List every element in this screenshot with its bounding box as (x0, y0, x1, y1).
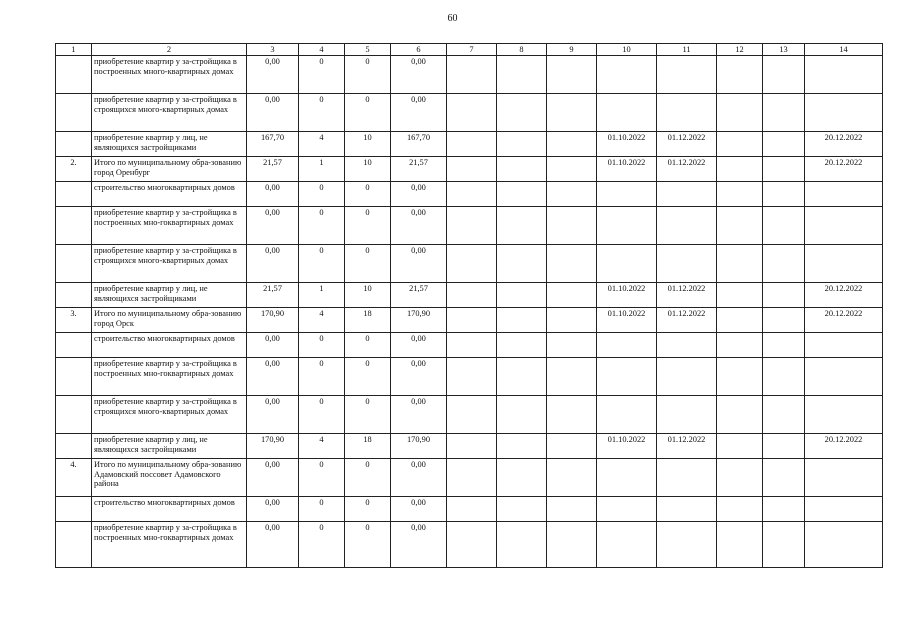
value-cell (763, 522, 805, 568)
date-cell (805, 182, 883, 207)
row-number-cell: 4. (56, 459, 92, 497)
value-cell: 0,00 (247, 497, 299, 522)
value-cell: 4 (299, 308, 345, 333)
header-cell: 10 (597, 44, 657, 56)
item-name-cell: Итого по муниципальному обра-зованию город Оренбург (92, 157, 247, 182)
row-number-cell (56, 283, 92, 308)
date-cell: 20.12.2022 (805, 434, 883, 459)
table-row (56, 358, 883, 396)
table-row (56, 308, 883, 333)
value-cell (763, 358, 805, 396)
value-cell (547, 434, 597, 459)
value-cell (547, 56, 597, 94)
row-number-cell (56, 207, 92, 245)
item-name-cell: строительство многоквартирных домов (92, 333, 247, 358)
date-cell (805, 497, 883, 522)
row-number-cell (56, 94, 92, 132)
data-table (55, 43, 883, 568)
row-number-cell (56, 245, 92, 283)
row-number-cell (56, 522, 92, 568)
date-cell: 20.12.2022 (805, 308, 883, 333)
value-cell: 170,90 (247, 434, 299, 459)
header-cell: 6 (391, 44, 447, 56)
value-cell: 0 (299, 358, 345, 396)
value-cell (497, 182, 547, 207)
table-row (56, 459, 883, 497)
row-number-cell: 3. (56, 308, 92, 333)
value-cell (763, 333, 805, 358)
date-cell: 01.12.2022 (657, 434, 717, 459)
value-cell: 0 (299, 207, 345, 245)
date-cell (805, 333, 883, 358)
value-cell: 0,00 (247, 207, 299, 245)
value-cell (447, 56, 497, 94)
value-cell: 0 (345, 497, 391, 522)
date-cell (597, 358, 657, 396)
item-name-cell: приобретение квартир у лиц, не являющихся застройщиками (92, 283, 247, 308)
value-cell: 0 (299, 94, 345, 132)
date-cell (657, 94, 717, 132)
value-cell (717, 333, 763, 358)
date-cell (597, 333, 657, 358)
header-row (56, 44, 883, 56)
value-cell (763, 182, 805, 207)
value-cell (547, 157, 597, 182)
value-cell (547, 132, 597, 157)
value-cell: 0,00 (391, 497, 447, 522)
date-cell (597, 94, 657, 132)
value-cell (447, 396, 497, 434)
value-cell (497, 308, 547, 333)
value-cell (497, 157, 547, 182)
header-cell: 1 (56, 44, 92, 56)
table-row (56, 245, 883, 283)
item-name-cell: приобретение квартир у лиц, не являющихся застройщиками (92, 132, 247, 157)
row-number-cell (56, 56, 92, 94)
value-cell (763, 283, 805, 308)
item-name-cell: приобретение квартир у за-стройщика в строящихся много-квартирных домах (92, 396, 247, 434)
value-cell: 167,70 (247, 132, 299, 157)
value-cell: 0 (345, 333, 391, 358)
row-number-cell (56, 182, 92, 207)
value-cell (497, 434, 547, 459)
item-name-cell: приобретение квартир у за-стройщика в построенных мно-гоквартирных домах (92, 358, 247, 396)
value-cell: 0,00 (247, 522, 299, 568)
date-cell: 01.12.2022 (657, 283, 717, 308)
value-cell: 0,00 (391, 358, 447, 396)
date-cell (805, 207, 883, 245)
value-cell: 0,00 (391, 56, 447, 94)
value-cell (763, 157, 805, 182)
value-cell (547, 358, 597, 396)
date-cell (597, 245, 657, 283)
value-cell (717, 396, 763, 434)
date-cell (805, 459, 883, 497)
value-cell: 0 (345, 207, 391, 245)
item-name-cell: приобретение квартир у за-стройщика в строящихся много-квартирных домах (92, 94, 247, 132)
item-name-cell: приобретение квартир у за-стройщика в построенных мно-гоквартирных домах (92, 207, 247, 245)
header-cell: 5 (345, 44, 391, 56)
value-cell: 170,90 (247, 308, 299, 333)
row-number-cell (56, 434, 92, 459)
value-cell (763, 308, 805, 333)
value-cell: 0 (299, 396, 345, 434)
date-cell (805, 522, 883, 568)
value-cell: 0 (299, 522, 345, 568)
date-cell (805, 94, 883, 132)
row-number-cell (56, 358, 92, 396)
value-cell: 4 (299, 132, 345, 157)
item-name-cell: строительство многоквартирных домов (92, 182, 247, 207)
table-row (56, 157, 883, 182)
row-number-cell (56, 497, 92, 522)
value-cell (447, 182, 497, 207)
value-cell (497, 56, 547, 94)
value-cell (763, 434, 805, 459)
value-cell: 167,70 (391, 132, 447, 157)
header-cell: 2 (92, 44, 247, 56)
value-cell: 0 (299, 459, 345, 497)
value-cell: 0 (299, 182, 345, 207)
value-cell (497, 283, 547, 308)
date-cell (657, 245, 717, 283)
value-cell (717, 94, 763, 132)
value-cell: 0,00 (391, 459, 447, 497)
date-cell: 01.10.2022 (597, 132, 657, 157)
table-row (56, 283, 883, 308)
value-cell (717, 283, 763, 308)
date-cell (805, 56, 883, 94)
value-cell (763, 132, 805, 157)
date-cell (805, 245, 883, 283)
value-cell: 0,00 (391, 207, 447, 245)
header-cell: 7 (447, 44, 497, 56)
item-name-cell: Итого по муниципальному обра-зованию Адамовский поссовет Адамовского района (92, 459, 247, 497)
value-cell (547, 207, 597, 245)
value-cell: 21,57 (247, 157, 299, 182)
item-name-cell: приобретение квартир у за-стройщика в строящихся много-квартирных домах (92, 245, 247, 283)
value-cell (717, 182, 763, 207)
value-cell (763, 497, 805, 522)
value-cell (497, 497, 547, 522)
value-cell: 0 (345, 396, 391, 434)
value-cell: 0 (299, 56, 345, 94)
header-cell: 12 (717, 44, 763, 56)
value-cell (547, 522, 597, 568)
value-cell: 0,00 (247, 94, 299, 132)
value-cell (717, 434, 763, 459)
value-cell: 10 (345, 132, 391, 157)
value-cell (497, 459, 547, 497)
date-cell (657, 56, 717, 94)
header-cell: 14 (805, 44, 883, 56)
table-row (56, 497, 883, 522)
date-cell: 01.12.2022 (657, 157, 717, 182)
date-cell (657, 207, 717, 245)
date-cell: 20.12.2022 (805, 132, 883, 157)
value-cell: 0,00 (247, 333, 299, 358)
value-cell (447, 308, 497, 333)
value-cell (717, 308, 763, 333)
date-cell: 20.12.2022 (805, 157, 883, 182)
date-cell (597, 182, 657, 207)
value-cell (547, 245, 597, 283)
value-cell (547, 333, 597, 358)
date-cell: 20.12.2022 (805, 283, 883, 308)
value-cell: 0 (345, 94, 391, 132)
value-cell (497, 94, 547, 132)
date-cell: 01.10.2022 (597, 283, 657, 308)
date-cell: 01.10.2022 (597, 434, 657, 459)
value-cell: 21,57 (391, 157, 447, 182)
value-cell (717, 522, 763, 568)
header-cell: 9 (547, 44, 597, 56)
value-cell (447, 522, 497, 568)
row-number-cell (56, 396, 92, 434)
table-row (56, 56, 883, 94)
value-cell (447, 333, 497, 358)
value-cell: 1 (299, 157, 345, 182)
date-cell (597, 522, 657, 568)
value-cell (447, 434, 497, 459)
value-cell (763, 207, 805, 245)
date-cell (597, 56, 657, 94)
table-row (56, 207, 883, 245)
value-cell: 0,00 (391, 245, 447, 283)
value-cell: 0 (345, 358, 391, 396)
item-name-cell: приобретение квартир у за-стройщика в построенных много-квартирных домах (92, 56, 247, 94)
value-cell (547, 497, 597, 522)
row-number-cell: 2. (56, 157, 92, 182)
value-cell: 0 (345, 182, 391, 207)
header-cell: 4 (299, 44, 345, 56)
value-cell (717, 132, 763, 157)
value-cell: 0 (299, 245, 345, 283)
table-row (56, 182, 883, 207)
value-cell (497, 132, 547, 157)
date-cell (657, 358, 717, 396)
value-cell (497, 522, 547, 568)
value-cell: 21,57 (247, 283, 299, 308)
value-cell (717, 358, 763, 396)
date-cell: 01.12.2022 (657, 308, 717, 333)
value-cell: 10 (345, 157, 391, 182)
value-cell (717, 497, 763, 522)
value-cell: 0,00 (391, 522, 447, 568)
value-cell: 0 (345, 459, 391, 497)
item-name-cell: Итого по муниципальному обра-зованию город Орск (92, 308, 247, 333)
value-cell: 170,90 (391, 308, 447, 333)
value-cell (497, 245, 547, 283)
value-cell: 0,00 (391, 396, 447, 434)
date-cell: 01.12.2022 (657, 132, 717, 157)
date-cell (657, 497, 717, 522)
value-cell: 0 (345, 522, 391, 568)
value-cell (763, 56, 805, 94)
value-cell (717, 459, 763, 497)
date-cell (597, 396, 657, 434)
value-cell (497, 333, 547, 358)
item-name-cell: приобретение квартир у лиц, не являющихся застройщиками (92, 434, 247, 459)
row-number-cell (56, 132, 92, 157)
date-cell (657, 333, 717, 358)
header-cell: 13 (763, 44, 805, 56)
value-cell: 0,00 (247, 245, 299, 283)
value-cell (547, 182, 597, 207)
table-row (56, 396, 883, 434)
header-cell: 11 (657, 44, 717, 56)
date-cell (657, 182, 717, 207)
value-cell (717, 245, 763, 283)
value-cell (763, 459, 805, 497)
table-row (56, 522, 883, 568)
date-cell: 01.10.2022 (597, 308, 657, 333)
value-cell (717, 157, 763, 182)
value-cell: 0,00 (247, 396, 299, 434)
value-cell: 0,00 (247, 56, 299, 94)
value-cell: 0,00 (391, 94, 447, 132)
date-cell (657, 522, 717, 568)
value-cell (547, 396, 597, 434)
value-cell: 170,90 (391, 434, 447, 459)
value-cell (447, 157, 497, 182)
header-cell: 8 (497, 44, 547, 56)
value-cell (447, 94, 497, 132)
date-cell (657, 396, 717, 434)
item-name-cell: приобретение квартир у за-стройщика в построенных мно-гоквартирных домах (92, 522, 247, 568)
value-cell (717, 207, 763, 245)
date-cell (597, 497, 657, 522)
value-cell (447, 207, 497, 245)
value-cell: 10 (345, 283, 391, 308)
value-cell (447, 497, 497, 522)
value-cell (763, 396, 805, 434)
date-cell (805, 396, 883, 434)
value-cell: 18 (345, 434, 391, 459)
table-row (56, 333, 883, 358)
value-cell: 0 (299, 497, 345, 522)
value-cell: 18 (345, 308, 391, 333)
page-number: 60 (447, 13, 458, 24)
date-cell: 01.10.2022 (597, 157, 657, 182)
value-cell (497, 358, 547, 396)
value-cell: 0,00 (247, 358, 299, 396)
value-cell (547, 283, 597, 308)
value-cell: 0,00 (247, 459, 299, 497)
table-row (56, 94, 883, 132)
date-cell (805, 358, 883, 396)
item-name-cell: строительство многоквартирных домов (92, 497, 247, 522)
value-cell (547, 459, 597, 497)
value-cell (447, 358, 497, 396)
value-cell (763, 245, 805, 283)
value-cell (547, 94, 597, 132)
value-cell (717, 56, 763, 94)
value-cell (497, 207, 547, 245)
value-cell (447, 132, 497, 157)
value-cell (447, 459, 497, 497)
value-cell (447, 245, 497, 283)
value-cell: 0 (345, 56, 391, 94)
date-cell (597, 459, 657, 497)
value-cell (447, 283, 497, 308)
value-cell: 21,57 (391, 283, 447, 308)
value-cell (497, 396, 547, 434)
value-cell (547, 308, 597, 333)
value-cell: 0,00 (391, 182, 447, 207)
date-cell (657, 459, 717, 497)
table-row (56, 132, 883, 157)
value-cell: 4 (299, 434, 345, 459)
row-number-cell (56, 333, 92, 358)
value-cell: 1 (299, 283, 345, 308)
value-cell: 0,00 (247, 182, 299, 207)
value-cell: 0 (299, 333, 345, 358)
value-cell: 0,00 (391, 333, 447, 358)
value-cell: 0 (345, 245, 391, 283)
table-row (56, 434, 883, 459)
date-cell (597, 207, 657, 245)
header-cell: 3 (247, 44, 299, 56)
value-cell (763, 94, 805, 132)
